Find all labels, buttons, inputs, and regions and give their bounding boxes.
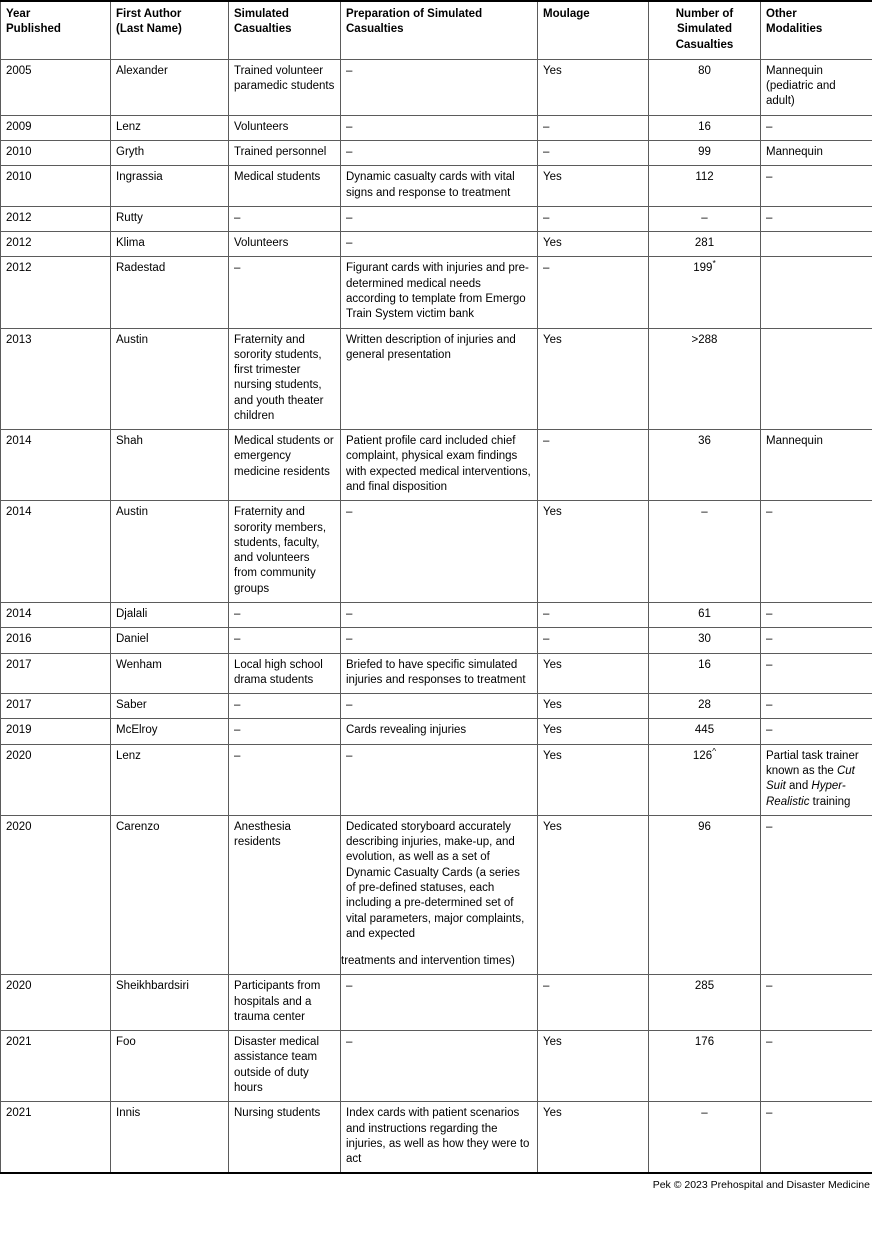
cell-moulage: – <box>538 206 649 231</box>
cell-preparation <box>341 653 538 694</box>
cell-number-of-simulated-casualties <box>649 328 761 430</box>
cell-moulage: – <box>538 257 649 328</box>
preparation-text: – <box>346 980 353 993</box>
table-row <box>1 694 872 719</box>
cell-number-of-simulated-casualties <box>649 166 761 207</box>
preparation-text: – <box>346 699 353 712</box>
column-header-simulated-casualties <box>229 1 341 59</box>
column-header-moulage <box>538 1 649 59</box>
cell-first-author: McElroy <box>111 719 229 744</box>
cell-year-published: 2014 <box>1 603 111 628</box>
cell-simulated-casualties: Medical students or emergency medicine residents <box>229 430 341 501</box>
cell-simulated-casualties: Medical students <box>229 166 341 207</box>
cell-simulated-casualties: – <box>229 628 341 653</box>
table-row <box>1 815 872 975</box>
casualty-count-value: 30 <box>698 633 711 646</box>
cell-other-modalities: Mannequin <box>761 140 872 165</box>
cell-other-modalities: – <box>761 628 872 653</box>
preparation-text: – <box>346 237 353 250</box>
cell-number-of-simulated-casualties <box>649 603 761 628</box>
table-row <box>1 257 872 328</box>
column-header-prep-line1: Preparation of Simulated <box>346 8 483 20</box>
table-row <box>1 232 872 257</box>
cell-number-of-simulated-casualties <box>649 975 761 1031</box>
column-header-moulage-label: Moulage <box>543 8 590 20</box>
cell-other-modalities: – <box>761 603 872 628</box>
column-header-number-line2: Simulated <box>677 23 732 36</box>
cell-preparation <box>341 501 538 603</box>
table-row <box>1 653 872 694</box>
table-row <box>1 501 872 603</box>
column-header-number-line3: Casualties <box>675 38 734 51</box>
cell-year-published: 2017 <box>1 694 111 719</box>
preparation-text: – <box>346 506 353 519</box>
cell-year-published: 2014 <box>1 501 111 603</box>
preparation-text: Written description of injuries and general presentation <box>346 333 516 361</box>
cell-first-author: Daniel <box>111 628 229 653</box>
preparation-text: Cards revealing injuries <box>346 724 467 737</box>
cell-other-modalities: – <box>761 501 872 603</box>
table-row <box>1 1102 872 1174</box>
cell-simulated-casualties: – <box>229 744 341 815</box>
casualty-count-value: 285 <box>694 980 715 993</box>
cell-moulage: – <box>538 603 649 628</box>
cell-other-modalities: – <box>761 815 872 975</box>
preparation-text: Dynamic casualty cards with vital signs and response to treatment <box>346 171 515 199</box>
cell-preparation <box>341 1102 538 1174</box>
cell-other-modalities: – <box>761 975 872 1031</box>
column-header-other-line1: Other <box>766 8 797 20</box>
cell-other-modalities: – <box>761 115 872 140</box>
cell-moulage: Yes <box>538 1031 649 1102</box>
other-modalities-prefix: Partial task trainer known as the <box>766 749 859 777</box>
cell-simulated-casualties: – <box>229 603 341 628</box>
cell-preparation <box>341 744 538 815</box>
cell-number-of-simulated-casualties <box>649 1031 761 1102</box>
cell-moulage: – <box>538 975 649 1031</box>
column-header-other-modalities <box>761 1 872 59</box>
cell-simulated-casualties: Volunteers <box>229 232 341 257</box>
casualty-count-value: 176 <box>694 1036 715 1049</box>
column-header-year-published <box>1 1 111 59</box>
cell-simulated-casualties: Trained personnel <box>229 140 341 165</box>
preparation-text: – <box>346 633 353 646</box>
cell-first-author: Radestad <box>111 257 229 328</box>
cell-year-published: 2021 <box>1 1031 111 1102</box>
casualty-count-value: 61 <box>698 608 711 620</box>
table-row <box>1 430 872 501</box>
cell-year-published: 2021 <box>1 1102 111 1174</box>
cell-moulage: Yes <box>538 815 649 975</box>
casualty-count-value: 445 <box>694 724 715 737</box>
cell-simulated-casualties: Anesthesia residents <box>229 815 341 975</box>
cell-moulage: Yes <box>538 501 649 603</box>
other-modalities-emphasis-cut-suit: Cut Suit <box>766 764 855 793</box>
cell-first-author: Lenz <box>111 115 229 140</box>
cell-first-author: Saber <box>111 694 229 719</box>
table-row <box>1 744 872 815</box>
preparation-text: – <box>346 1036 353 1049</box>
casualty-count-value: 112 <box>695 171 714 184</box>
cell-preparation <box>341 257 538 328</box>
cell-number-of-simulated-casualties <box>649 1102 761 1174</box>
preparation-text: Dedicated storyboard accurately describing injuries, make-up, and evolution, as well as a set of Dynamic Casualty Cards (a series of pre-defined statuses, each including a pre-determined set of vital parameters, major complaints, and expected <box>346 820 525 940</box>
cell-other-modalities <box>761 744 872 815</box>
cell-first-author: Alexander <box>111 59 229 115</box>
cell-simulated-casualties: Volunteers <box>229 115 341 140</box>
preparation-text: Figurant cards with injuries and pre-determined medical needs according to template from Emergo Train System victim bank <box>346 262 529 321</box>
casualty-count-value: – <box>701 211 708 224</box>
column-header-first-author <box>111 1 229 59</box>
cell-preparation <box>341 59 538 115</box>
cell-other-modalities: – <box>761 1102 872 1174</box>
cell-simulated-casualties: Trained volunteer paramedic students <box>229 59 341 115</box>
cell-first-author: Ingrassia <box>111 166 229 207</box>
other-modalities-suffix: training <box>809 795 851 808</box>
table-row <box>1 140 872 165</box>
cell-preparation <box>341 719 538 744</box>
cell-other-modalities: – <box>761 653 872 694</box>
cell-preparation <box>341 815 538 975</box>
casualty-count-footnote-mark: ^ <box>712 745 717 756</box>
cell-simulated-casualties: Fraternity and sorority students, first trimester nursing students, and youth theater children <box>229 328 341 430</box>
table-row <box>1 603 872 628</box>
cell-moulage: Yes <box>538 166 649 207</box>
cell-preparation <box>341 166 538 207</box>
casualty-count-value: 80 <box>698 64 711 77</box>
cell-number-of-simulated-casualties <box>649 719 761 744</box>
cell-year-published: 2012 <box>1 257 111 328</box>
cell-year-published: 2020 <box>1 815 111 975</box>
cell-other-modalities: – <box>761 166 872 207</box>
cell-other-modalities: – <box>761 719 872 744</box>
cell-preparation <box>341 140 538 165</box>
other-modalities-emphasis-hyper-realistic: Hyper-Realistic <box>766 780 846 808</box>
cell-year-published: 2020 <box>1 975 111 1031</box>
cell-moulage: Yes <box>538 328 649 430</box>
table-body <box>1 59 872 1173</box>
casualty-count-value: >288 <box>691 333 718 346</box>
cell-number-of-simulated-casualties <box>649 430 761 501</box>
cell-preparation <box>341 694 538 719</box>
casualty-count-value: 36 <box>698 435 711 448</box>
cell-number-of-simulated-casualties <box>649 206 761 231</box>
casualty-count-value: 16 <box>698 658 711 671</box>
preparation-text: – <box>346 145 353 158</box>
cell-moulage: Yes <box>538 744 649 815</box>
cell-moulage: – <box>538 140 649 165</box>
cell-moulage: Yes <box>538 694 649 719</box>
casualty-count-value: – <box>701 506 708 519</box>
cell-number-of-simulated-casualties <box>649 232 761 257</box>
cell-year-published: 2016 <box>1 628 111 653</box>
cell-other-modalities: – <box>761 206 872 231</box>
cell-first-author: Gryth <box>111 140 229 165</box>
cell-number-of-simulated-casualties <box>649 115 761 140</box>
preparation-text: – <box>346 608 353 620</box>
other-modalities-conjunction: and <box>785 780 812 793</box>
preparation-text: Briefed to have specific simulated injuries and responses to treatment <box>346 658 526 686</box>
cell-number-of-simulated-casualties <box>649 815 761 975</box>
preparation-text: Index cards with patient scenarios and instructions regarding the injuries, as well as how they were to act <box>346 1107 530 1166</box>
cell-preparation <box>341 206 538 231</box>
cell-simulated-casualties: – <box>229 694 341 719</box>
column-header-author-line2: (Last Name) <box>116 23 182 36</box>
column-header-sim-line1: Simulated <box>234 8 289 20</box>
cell-other-modalities <box>761 232 872 257</box>
footer-credit: Pek © 2023 Prehospital and Disaster Medicine <box>652 1179 870 1192</box>
preparation-text: – <box>346 120 353 133</box>
preparation-text: Patient profile card included chief complaint, physical exam findings with expected medical interventions, and final disposition <box>346 435 531 494</box>
cell-simulated-casualties: – <box>229 257 341 328</box>
cell-number-of-simulated-casualties <box>649 744 761 815</box>
cell-year-published: 2014 <box>1 430 111 501</box>
cell-year-published: 2005 <box>1 59 111 115</box>
column-header-prep-line2: Casualties <box>346 23 404 36</box>
cell-year-published: 2012 <box>1 232 111 257</box>
cell-year-published: 2013 <box>1 328 111 430</box>
casualty-count-value: 126 <box>692 749 713 762</box>
column-header-number-line1: Number of <box>675 8 734 20</box>
table-header <box>1 1 872 59</box>
casualty-count-footnote-mark: * <box>712 258 716 269</box>
cell-other-modalities: Mannequin <box>761 430 872 501</box>
cell-number-of-simulated-casualties <box>649 501 761 603</box>
table-row <box>1 719 872 744</box>
cell-moulage: – <box>538 115 649 140</box>
table-row <box>1 206 872 231</box>
cell-preparation <box>341 975 538 1031</box>
cell-year-published: 2019 <box>1 719 111 744</box>
cell-moulage: Yes <box>538 59 649 115</box>
cell-moulage: Yes <box>538 719 649 744</box>
preparation-text: – <box>346 749 353 762</box>
cell-moulage: Yes <box>538 232 649 257</box>
cell-year-published: 2010 <box>1 166 111 207</box>
cell-first-author: Austin <box>111 328 229 430</box>
cell-first-author: Rutty <box>111 206 229 231</box>
cell-first-author: Lenz <box>111 744 229 815</box>
cell-preparation <box>341 328 538 430</box>
cell-moulage: – <box>538 430 649 501</box>
cell-year-published: 2012 <box>1 206 111 231</box>
table-row <box>1 166 872 207</box>
cell-number-of-simulated-casualties <box>649 653 761 694</box>
cell-preparation <box>341 232 538 257</box>
cell-simulated-casualties: – <box>229 206 341 231</box>
casualty-count-value: 96 <box>698 820 711 833</box>
cell-simulated-casualties: Fraternity and sorority members, students, faculty, and volunteers from community groups <box>229 501 341 603</box>
column-header-year-line1: Year <box>6 8 31 20</box>
cell-number-of-simulated-casualties <box>649 257 761 328</box>
cell-preparation <box>341 628 538 653</box>
casualty-count-value: 16 <box>698 120 711 133</box>
column-header-year-line2: Published <box>6 23 61 36</box>
cell-other-modalities: – <box>761 694 872 719</box>
table-row <box>1 975 872 1031</box>
cell-first-author: Djalali <box>111 603 229 628</box>
cell-first-author: Sheikhbardsiri <box>111 975 229 1031</box>
column-header-preparation <box>341 1 538 59</box>
cell-other-modalities: – <box>761 1031 872 1102</box>
cell-number-of-simulated-casualties <box>649 140 761 165</box>
cell-first-author: Austin <box>111 501 229 603</box>
cell-moulage: Yes <box>538 653 649 694</box>
table-row <box>1 115 872 140</box>
cell-simulated-casualties: Nursing students <box>229 1102 341 1174</box>
cell-number-of-simulated-casualties <box>649 628 761 653</box>
cell-preparation <box>341 1031 538 1102</box>
cell-first-author: Klima <box>111 232 229 257</box>
cell-preparation <box>341 115 538 140</box>
cell-other-modalities: Mannequin (pediatric and adult) <box>761 59 872 115</box>
cell-moulage: – <box>538 628 649 653</box>
cell-first-author: Foo <box>111 1031 229 1102</box>
cell-preparation <box>341 430 538 501</box>
cell-simulated-casualties: Participants from hospitals and a trauma center <box>229 975 341 1031</box>
table-row <box>1 59 872 115</box>
cell-moulage: Yes <box>538 1102 649 1174</box>
cell-other-modalities <box>761 328 872 430</box>
casualty-count-value: 281 <box>694 237 715 250</box>
cell-first-author: Carenzo <box>111 815 229 975</box>
casualty-count-value: 99 <box>698 145 711 158</box>
cell-number-of-simulated-casualties <box>649 694 761 719</box>
cell-simulated-casualties: Disaster medical assistance team outside of duty hours <box>229 1031 341 1102</box>
cell-first-author: Shah <box>111 430 229 501</box>
cell-year-published: 2020 <box>1 744 111 815</box>
preparation-text: – <box>346 211 353 224</box>
preparation-text: – <box>346 64 353 77</box>
cell-year-published: 2017 <box>1 653 111 694</box>
cell-first-author: Wenham <box>111 653 229 694</box>
cell-number-of-simulated-casualties <box>649 59 761 115</box>
casualty-count-value: 28 <box>698 699 711 712</box>
table-row <box>1 1031 872 1102</box>
cell-other-modalities <box>761 257 872 328</box>
column-header-other-line2: Modalities <box>766 23 823 36</box>
casualty-count-value: 199 <box>693 262 713 275</box>
preparation-text-continued: treatments and intervention times) <box>341 955 515 968</box>
table-row <box>1 328 872 430</box>
cell-year-published: 2010 <box>1 140 111 165</box>
column-header-number-of-simulated-casualties <box>649 1 761 59</box>
cell-preparation <box>341 603 538 628</box>
cell-simulated-casualties: – <box>229 719 341 744</box>
table-row <box>1 628 872 653</box>
column-header-sim-line2: Casualties <box>234 23 292 36</box>
cell-first-author: Innis <box>111 1102 229 1174</box>
cell-year-published: 2009 <box>1 115 111 140</box>
casualty-count-value: – <box>701 1107 708 1120</box>
column-header-author-line1: First Author <box>116 8 182 20</box>
cell-simulated-casualties: Local high school drama students <box>229 653 341 694</box>
table-header-row <box>1 1 872 59</box>
